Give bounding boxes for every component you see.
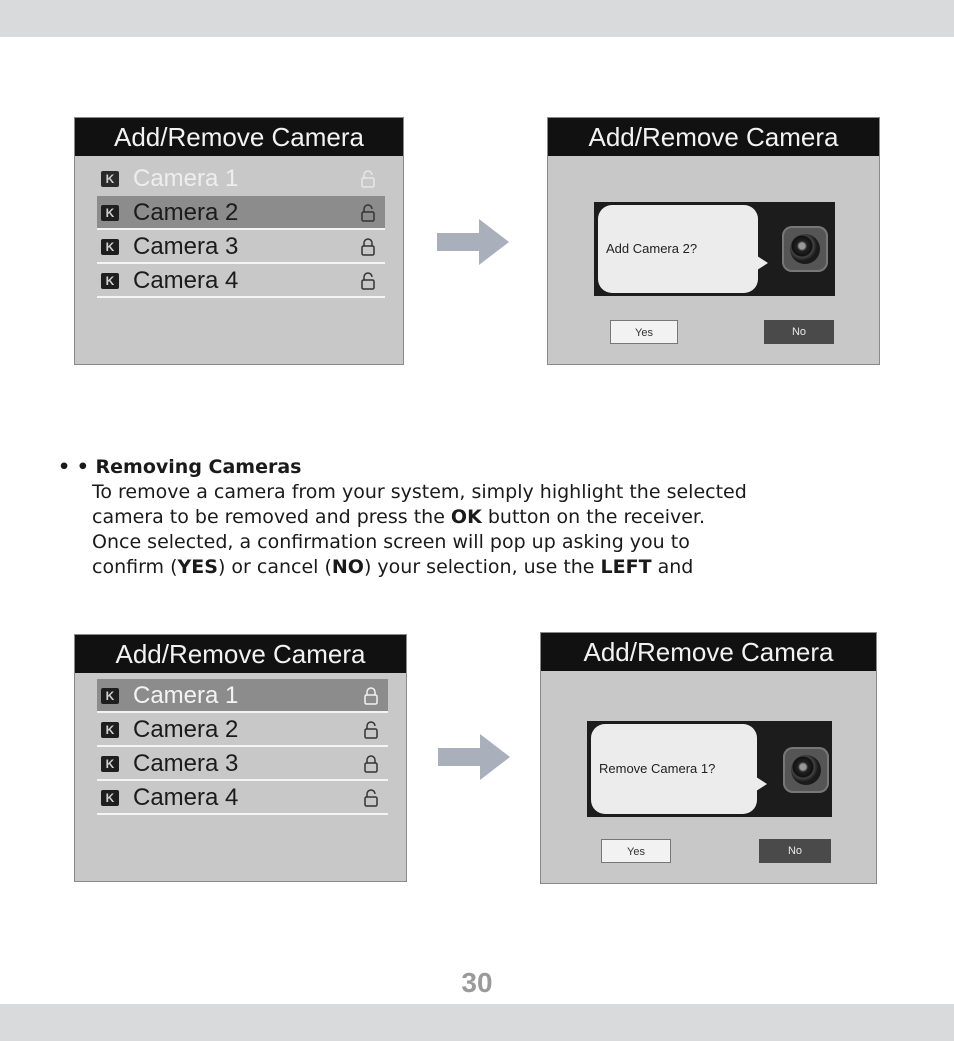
section-body <box>58 480 938 580</box>
yes-key: YES <box>177 556 218 578</box>
camera-link-icon: K <box>101 273 119 289</box>
lock-open-icon <box>364 721 378 739</box>
confirm-message: Add Camera 2? <box>606 241 698 256</box>
text: button on the receiver. <box>481 506 706 528</box>
left-key: LEFT <box>600 556 652 578</box>
text: ) your selection, use the <box>363 556 601 578</box>
camera-list-panel-add <box>74 117 404 365</box>
camera-label: Camera 2 <box>133 199 239 226</box>
camera-row-1[interactable] <box>97 679 388 713</box>
camera-label: Camera 4 <box>133 784 239 811</box>
yes-button[interactable]: Yes <box>610 320 678 344</box>
add-confirm-dialog <box>547 117 880 365</box>
yes-button[interactable]: Yes <box>601 839 671 863</box>
lock-open-icon <box>361 272 375 290</box>
panel-title: Add/Remove Camera <box>75 635 406 673</box>
body-line-2 <box>92 505 938 530</box>
camera-link-icon: K <box>101 688 119 704</box>
panel-title: Add/Remove Camera <box>548 118 879 156</box>
message-bubble <box>598 205 758 293</box>
arrow-right-icon <box>437 219 509 265</box>
camera-link-icon: K <box>101 790 119 806</box>
top-band <box>0 0 954 37</box>
camera-label: Camera 1 <box>133 682 239 709</box>
camera-row-3[interactable] <box>97 747 388 781</box>
camera-list-panel-remove <box>74 634 407 882</box>
confirm-message-box <box>587 721 832 817</box>
text: ) or cancel ( <box>217 556 332 578</box>
message-bubble <box>591 724 757 814</box>
text: To remove a camera from your system, simply highlight the selected <box>92 481 747 503</box>
camera-row-1[interactable] <box>97 162 385 196</box>
body-line-3 <box>92 530 938 555</box>
camera-list <box>97 679 388 815</box>
panel-title: Add/Remove Camera <box>75 118 403 156</box>
camera-label: Camera 3 <box>133 750 239 777</box>
body-line-1 <box>92 480 938 505</box>
arrow-right-icon <box>438 734 510 780</box>
section-heading <box>58 455 938 480</box>
camera-link-icon: K <box>101 722 119 738</box>
bubble-tail <box>754 254 768 272</box>
camera-lens-icon <box>782 226 828 272</box>
camera-row-2[interactable] <box>97 713 388 747</box>
bubble-tail <box>753 775 767 793</box>
ok-key: OK <box>450 506 482 528</box>
text: camera to be removed and press the <box>92 506 451 528</box>
lock-icon <box>361 238 375 256</box>
camera-row-2[interactable] <box>97 196 385 230</box>
confirm-message: Remove Camera 1? <box>599 761 716 776</box>
camera-list <box>97 162 385 298</box>
panel-title: Add/Remove Camera <box>541 633 876 671</box>
camera-row-4[interactable] <box>97 781 388 815</box>
camera-row-3[interactable] <box>97 230 385 264</box>
camera-label: Camera 4 <box>133 267 239 294</box>
camera-label: Camera 2 <box>133 716 239 743</box>
camera-link-icon: K <box>101 171 119 187</box>
lock-open-icon <box>361 170 375 188</box>
lock-open-icon <box>364 789 378 807</box>
lock-icon <box>364 687 378 705</box>
body-line-4 <box>92 555 938 580</box>
text: and <box>651 556 694 578</box>
no-key: NO <box>331 556 364 578</box>
remove-confirm-dialog <box>540 632 877 884</box>
camera-label: Camera 1 <box>133 165 239 192</box>
text: Once selected, a confirmation screen will pop up asking you to <box>92 531 690 553</box>
lock-open-icon <box>361 204 375 222</box>
lock-icon <box>364 755 378 773</box>
camera-label: Camera 3 <box>133 233 239 260</box>
bullet: • • <box>58 456 89 478</box>
camera-link-icon: K <box>101 239 119 255</box>
camera-row-4[interactable] <box>97 264 385 298</box>
camera-lens-icon <box>783 747 829 793</box>
confirm-message-box <box>594 202 835 296</box>
text: confirm ( <box>92 556 178 578</box>
no-button[interactable]: No <box>759 839 831 863</box>
camera-link-icon: K <box>101 756 119 772</box>
bottom-band <box>0 1004 954 1041</box>
section-title: Removing Cameras <box>95 456 302 478</box>
no-button[interactable]: No <box>764 320 834 344</box>
page-number: 30 <box>461 967 493 998</box>
removing-cameras-section <box>58 455 938 580</box>
camera-link-icon: K <box>101 205 119 221</box>
